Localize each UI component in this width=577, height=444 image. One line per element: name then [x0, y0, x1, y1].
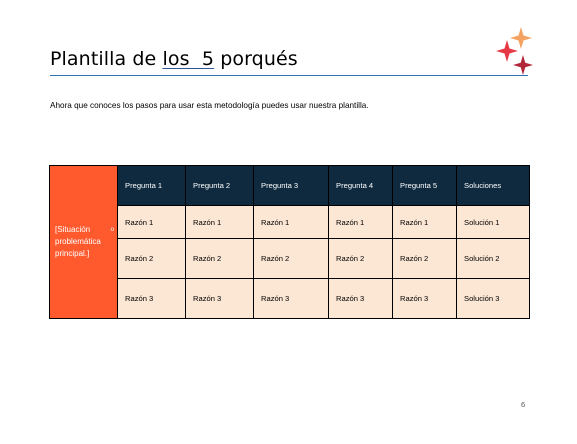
table-cell[interactable]: Solución 1 — [457, 206, 530, 239]
table-row — [50, 279, 530, 319]
table-cell[interactable]: Razón 2 — [186, 239, 254, 279]
table-cell[interactable]: Razón 1 — [254, 206, 329, 239]
table-cell[interactable]: Razón 3 — [118, 279, 186, 319]
table-cell[interactable]: Razón 3 — [186, 279, 254, 319]
header-pregunta-2: Pregunta 2 — [186, 166, 254, 206]
header-pregunta-5: Pregunta 5 — [393, 166, 457, 206]
title-rule — [50, 75, 528, 76]
header-pregunta-4: Pregunta 4 — [329, 166, 393, 206]
problem-marker: o — [110, 227, 114, 233]
table-cell[interactable]: Razón 3 — [254, 279, 329, 319]
table-row — [50, 206, 530, 239]
table-cell[interactable]: Razón 1 — [186, 206, 254, 239]
table-cell[interactable]: Razón 1 — [118, 206, 186, 239]
problem-cell[interactable] — [50, 166, 118, 319]
problem-text: [Situación problemática principal.] — [55, 225, 101, 258]
page-title — [50, 48, 298, 70]
table-cell[interactable]: Razón 1 — [329, 206, 393, 239]
page-number: 6 — [521, 400, 526, 409]
table-cell[interactable]: Solución 3 — [457, 279, 530, 319]
header-pregunta-1: Pregunta 1 — [118, 166, 186, 206]
table-cell[interactable]: Solución 2 — [457, 239, 530, 279]
title-part-2: porqués — [214, 48, 298, 70]
table-cell[interactable]: Razón 2 — [118, 239, 186, 279]
header-row — [50, 166, 530, 206]
title-part-1: Plantilla de — [50, 48, 163, 70]
table-cell[interactable]: Razón 2 — [393, 239, 457, 279]
table-row — [50, 239, 530, 279]
header-soluciones: Soluciones — [457, 166, 530, 206]
title-underlined: los 5 — [162, 48, 215, 70]
table-cell[interactable]: Razón 2 — [254, 239, 329, 279]
table-cell[interactable]: Razón 2 — [329, 239, 393, 279]
table-cell[interactable]: Razón 1 — [393, 206, 457, 239]
intro-text: Ahora que conoces los pasos para usar esta metodología puedes usar nuestra plantilla. — [50, 101, 369, 110]
table-cell[interactable]: Razón 3 — [329, 279, 393, 319]
sparkle-stars-icon — [495, 27, 535, 77]
header-pregunta-3: Pregunta 3 — [254, 166, 329, 206]
table-cell[interactable]: Razón 3 — [393, 279, 457, 319]
five-whys-table — [49, 165, 530, 319]
